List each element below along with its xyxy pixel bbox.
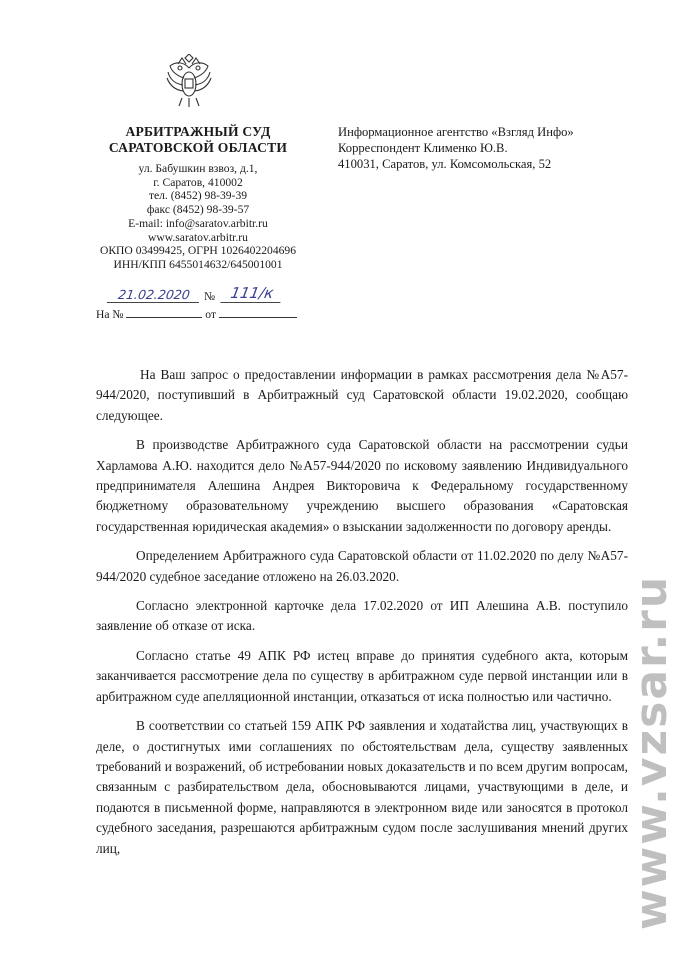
handwritten-number: 111/к [220,284,283,303]
reference-from-label: от [205,308,217,321]
letter-body [96,365,628,868]
court-letterhead [88,124,308,272]
number-label: № [204,290,216,303]
address-inn: ИНН/КПП 6455014632/645001001 [113,257,283,271]
outgoing-reference [96,284,316,323]
reference-prefix: На № [96,308,124,321]
coat-of-arms-emblem [160,54,218,112]
handwritten-date: 21.02.2020 [107,287,201,303]
address-website: www.saratov.arbitr.ru [148,230,248,244]
court-address-block [88,162,308,272]
reference-number-blank [126,307,202,318]
address-city: г. Саратов, 410002 [153,175,243,189]
body-paragraph: В производстве Арбитражного суда Саратовской области на рассмотрении судьи Харламова А.Ю. находится дело №А57-944/2020 по исковому заявлению Индивидуального предпринимателя Алешина Андрея Викторовича к Федеральному государственному бюджетному образовательному учреждению высшего образования «Саратовская государственная юридическая академия» о взыскании задолженности по договору аренды. [96,437,628,534]
body-paragraph: В соответствии со статьей 159 АПК РФ заявления и ходатайства лиц, участвующих в деле, о достигнутых ими соглашениях по обстоятельствам дела, существу заявленных требований и возражений, об истребовании новых доказательств и по всем другим вопросам, связанным с разбирательством дела, обосновываются лицами, участвующими в деле, и подаются в письменной форме, направляются в электронном виде или заносятся в протокол судебного заседания, разрешаются арбитражным судом после заслушивания мнений других лиц, [96,718,628,856]
address-phone: тел. (8452) 98-39-39 [148,189,248,203]
watermark: www.vzsar.ru [626,574,677,930]
address-street: ул. Бабушкин взвоз, д.1, [138,162,258,175]
address-email: E-mail: info@saratov.arbitr.ru [128,216,268,230]
body-paragraph: Согласно электронной карточке дела 17.02.2020 от ИП Алешина А.В. поступило заявление об отказе от иска. [96,598,628,634]
court-name: АРБИТРАЖНЫЙ СУД САРАТОВСКОЙ ОБЛАСТИ [108,124,288,155]
reference-line [96,307,316,323]
recipient-block [338,124,638,173]
address-fax: факс (8452) 98-39-57 [146,203,250,217]
recipient-person: Корреспондент Клименко Ю.В. [338,141,508,156]
body-paragraph: На Ваш запрос о предоставлении информации в рамках рассмотрения дела №А57-944/2020, поступивший в Арбитражный суд Саратовской области 19.02.2020, сообщаю следующее. [96,367,628,423]
recipient-agency: Информационное агентство «Взгляд Инфо» [338,125,574,139]
recipient-address: 410031, Саратов, ул. Комсомольская, 52 [338,157,552,172]
body-paragraph: Согласно статье 49 АПК РФ истец вправе до принятия судебного акта, которым заканчивается рассмотрение дела по существу в арбитражном суде первой инстанции или в арбитражном суде апелляционной инстанции, отказаться от иска полностью или частично. [96,647,628,704]
body-paragraph: Определением Арбитражного суда Саратовской области от 11.02.2020 по делу №А57-944/2020 судебное заседание отложено на 26.03.2020. [96,548,628,584]
reference-date-blank [219,307,297,318]
address-okpo: ОКПО 03499425, ОГРН 1026402204696 [99,244,297,258]
